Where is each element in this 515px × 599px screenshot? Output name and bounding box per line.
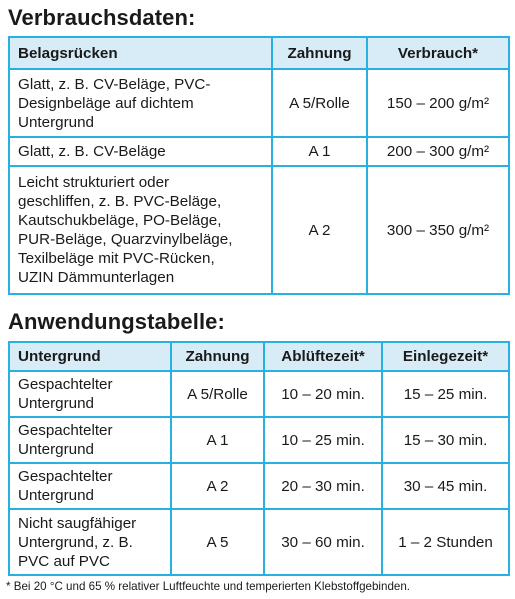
column-header: Einlegezeit* bbox=[382, 342, 509, 371]
abluftzeit-cell: 30 – 60 min. bbox=[264, 509, 382, 575]
column-header: Ablüftezeit* bbox=[264, 342, 382, 371]
table-row bbox=[9, 417, 509, 463]
section-title-anwendungstabelle: Anwendungstabelle: bbox=[8, 309, 225, 334]
application-table bbox=[8, 341, 510, 576]
verbrauch-cell: 150 – 200 g/m² bbox=[367, 69, 509, 137]
cell-line: Untergrund bbox=[18, 113, 94, 131]
cell-line: Glatt, z. B. CV-Beläge bbox=[18, 143, 166, 160]
verbrauch-cell: 300 – 350 g/m² bbox=[367, 166, 509, 294]
table-header-row bbox=[9, 342, 509, 371]
untergrund-cell bbox=[9, 417, 171, 463]
cell-line: Designbeläge auf dichtem bbox=[18, 94, 194, 112]
column-header: Untergrund bbox=[9, 342, 171, 371]
cell-line: Kautschukbeläge, PO-Beläge, bbox=[18, 212, 222, 229]
cell-line: Untergrund, z. B. bbox=[18, 533, 133, 551]
column-header: Zahnung bbox=[171, 342, 264, 371]
table-row bbox=[9, 166, 509, 294]
cell-line: Untergrund bbox=[18, 395, 94, 412]
table-row bbox=[9, 509, 509, 575]
untergrund-cell bbox=[9, 509, 171, 575]
footnote: * Bei 20 °C und 65 % relativer Luftfeuchte und temperierten Klebstoffgebinden. bbox=[6, 580, 411, 593]
untergrund-cell bbox=[9, 463, 171, 509]
einlegezeit-cell: 15 – 30 min. bbox=[382, 417, 509, 463]
table-header-row bbox=[9, 37, 509, 69]
cell-line: Texilbeläge mit PVC-Rücken, bbox=[18, 250, 215, 267]
zahnung-cell: A 1 bbox=[171, 417, 264, 463]
cell-line: UZIN Dämmunterlagen bbox=[18, 269, 175, 286]
cell-line: Gespachtelter bbox=[18, 376, 113, 393]
cell-line: Glatt, z. B. CV-Beläge, PVC- bbox=[18, 75, 211, 93]
cell-line: Gespachtelter bbox=[18, 468, 113, 485]
table-row bbox=[9, 463, 509, 509]
belagsruecken-cell bbox=[9, 166, 272, 294]
einlegezeit-cell: 30 – 45 min. bbox=[382, 463, 509, 509]
einlegezeit-cell: 1 – 2 Stunden bbox=[382, 509, 509, 575]
cell-line: PVC auf PVC bbox=[18, 552, 111, 570]
consumption-table bbox=[8, 36, 510, 295]
column-header: Belagsrücken bbox=[9, 37, 272, 69]
cell-line: PUR-Beläge, Quarzvinylbeläge, bbox=[18, 231, 233, 248]
table-row bbox=[9, 69, 509, 137]
zahnung-cell: A 5/Rolle bbox=[272, 69, 367, 137]
cell-line: Untergrund bbox=[18, 487, 94, 504]
untergrund-cell bbox=[9, 371, 171, 417]
abluftzeit-cell: 10 – 20 min. bbox=[264, 371, 382, 417]
abluftzeit-cell: 10 – 25 min. bbox=[264, 417, 382, 463]
abluftzeit-cell: 20 – 30 min. bbox=[264, 463, 382, 509]
cell-line: Untergrund bbox=[18, 441, 94, 458]
zahnung-cell: A 5/Rolle bbox=[171, 371, 264, 417]
table-row bbox=[9, 137, 509, 166]
verbrauch-cell: 200 – 300 g/m² bbox=[367, 137, 509, 166]
cell-line: Gespachtelter bbox=[18, 422, 113, 439]
table-row bbox=[9, 371, 509, 417]
section-title-verbrauchsdaten: Verbrauchsdaten: bbox=[8, 5, 196, 30]
cell-line: Leicht strukturiert oder bbox=[18, 174, 170, 191]
zahnung-cell: A 5 bbox=[171, 509, 264, 575]
zahnung-cell: A 2 bbox=[171, 463, 264, 509]
cell-line: geschliffen, z. B. PVC-Beläge, bbox=[18, 193, 222, 210]
column-header: Verbrauch* bbox=[367, 37, 509, 69]
column-header: Zahnung bbox=[272, 37, 367, 69]
belagsruecken-cell bbox=[9, 69, 272, 137]
zahnung-cell: A 1 bbox=[272, 137, 367, 166]
zahnung-cell: A 2 bbox=[272, 166, 367, 294]
belagsruecken-cell bbox=[9, 137, 272, 166]
einlegezeit-cell: 15 – 25 min. bbox=[382, 371, 509, 417]
cell-line: Nicht saugfähiger bbox=[18, 514, 137, 532]
